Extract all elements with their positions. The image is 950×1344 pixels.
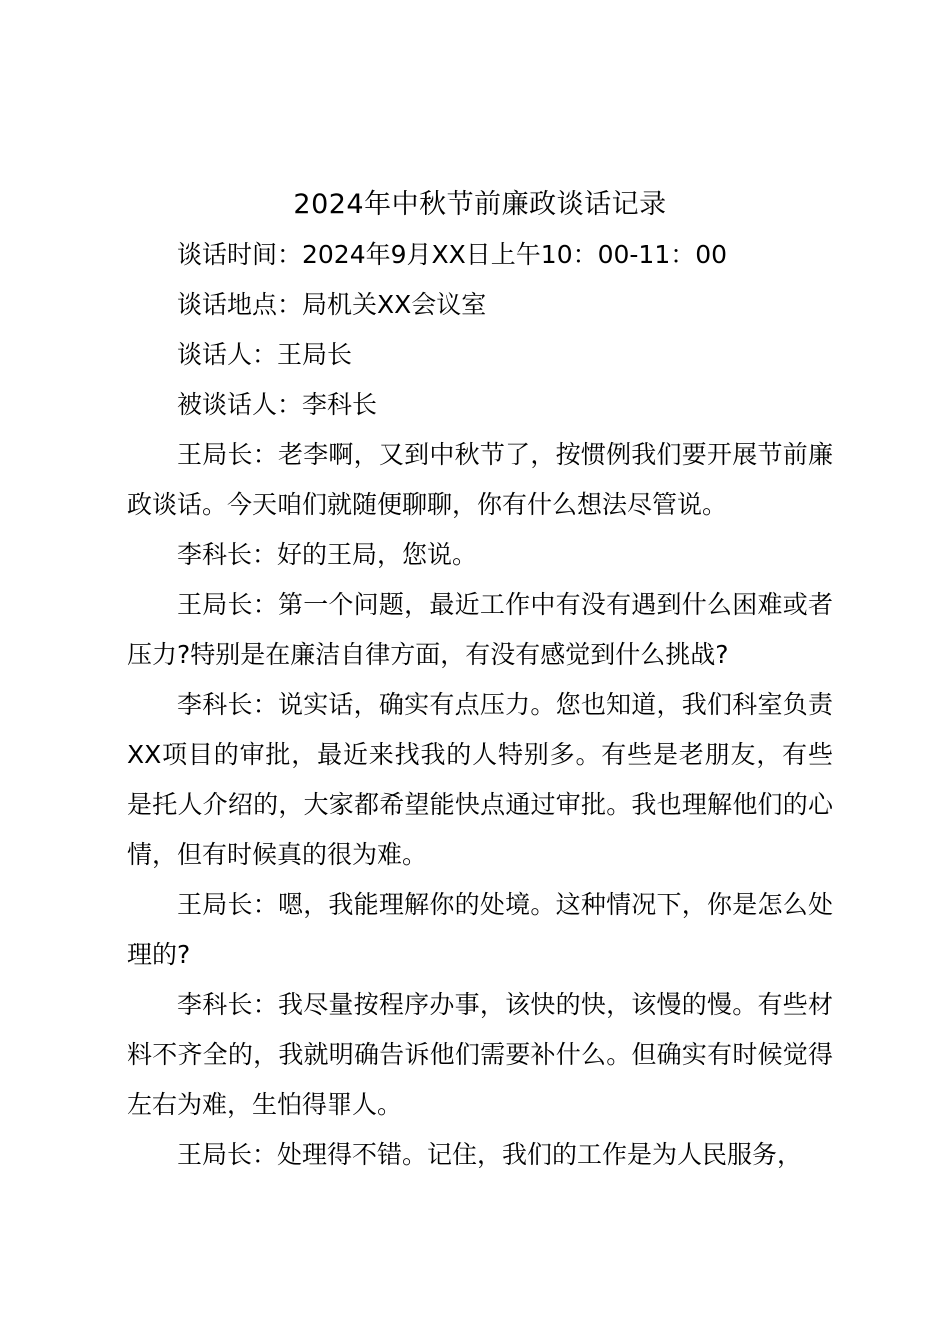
dialogue-paragraph: 王局长：处理得不错。记住，我们的工作是为人民服务，: [177, 1140, 803, 1169]
dialogue-paragraph: 王局长：第一个问题，最近工作中有没有遇到什么困难或者压力?特别是在廉洁自律方面，有没有感觉到什么挑战?: [127, 590, 833, 669]
document-title: 2024年中秋节前廉政谈话记录: [293, 189, 667, 220]
dialogue-paragraph: 王局长：嗯，我能理解你的处境。这种情况下，你是怎么处理的?: [127, 890, 833, 969]
document-page: [127, 180, 833, 1180]
meta-interviewer: 谈话人：王局长: [177, 340, 353, 369]
dialogue-paragraph: 王局长：老李啊，又到中秋节了，按惯例我们要开展节前廉政谈话。今天咱们就随便聊聊，你有什么想法尽管说。: [127, 440, 833, 519]
meta-interviewee: 被谈话人：李科长: [177, 390, 378, 419]
dialogue-paragraph: 李科长：说实话，确实有点压力。您也知道，我们科室负责XX项目的审批，最近来找我的人特别多。有些是老朋友，有些是托人介绍的，大家都希望能快点通过审批。我也理解他们的心情，但有时候真的很为难。: [127, 690, 833, 869]
meta-location: 谈话地点：局机关XX会议室: [177, 290, 487, 319]
meta-time: 谈话时间：2024年9月XX日上午10：00-11：00: [177, 240, 728, 269]
dialogue-paragraph: 李科长：我尽量按程序办事，该快的快，该慢的慢。有些材料不齐全的，我就明确告诉他们需要补什么。但确实有时候觉得左右为难，生怕得罪人。: [127, 990, 833, 1119]
dialogue-paragraph: 李科长：好的王局，您说。: [177, 540, 478, 569]
